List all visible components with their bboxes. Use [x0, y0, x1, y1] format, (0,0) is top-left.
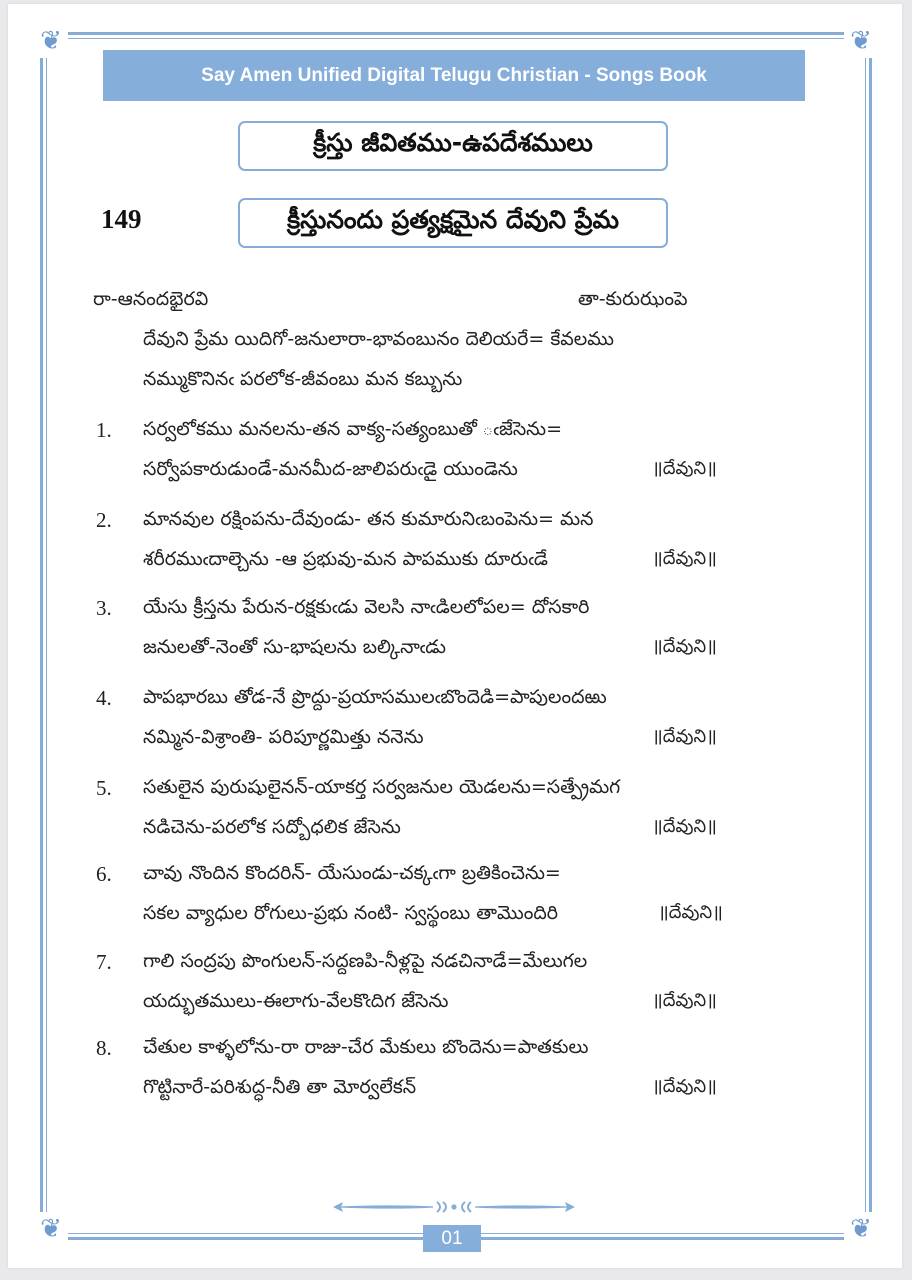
corner-flourish-icon: ❦	[34, 24, 68, 58]
verse-number: 8.	[96, 1036, 112, 1060]
raga-label: రా-ఆనందభైరవి	[93, 288, 209, 310]
refrain-marker: ॥దేవుని॥	[652, 816, 717, 837]
refrain-marker: ॥దేవుని॥	[652, 548, 717, 569]
verse-line: సర్వలోకము మనలను-తన వాక్య-సత్యంబుతో ఁజేసెను=	[143, 418, 563, 440]
verse-number: 4.	[96, 686, 112, 710]
refrain-marker: ॥దేవుని॥	[652, 458, 717, 479]
verse-line: సతులైన పురుషులైనన్-యాకర్త సర్వజనుల యెడలను=సత్ప్రేమగ	[143, 776, 621, 798]
verse-line: సకల వ్యాధుల రోగులు-ప్రభు నంటి- స్వస్థంబు తామొందిరి	[143, 902, 559, 924]
corner-flourish-icon: ❦	[34, 1212, 68, 1246]
verse-line: శరీరముఁదాల్చెను -ఆ ప్రభువు-మన పాపముకు దూరుఁడే	[143, 548, 548, 570]
pallavi-line: నమ్ముకొనినఁ పరలోక-జీవంబు మన కబ్బును	[143, 368, 463, 390]
verse-number: 3.	[96, 596, 112, 620]
verse-line: గొట్టినారే-పరిశుద్ధ-నీతి తా మోర్వలేకన్	[143, 1076, 417, 1098]
refrain-marker: ॥దేవుని॥	[652, 636, 717, 657]
corner-flourish-icon: ❦	[844, 24, 878, 58]
verse-line: గాలి సంద్రపు పొంగులన్-సద్దణపి-నీళ్లపై నడచినాడే=మేలుగల	[143, 950, 588, 972]
verse-line: యద్భుతములు-ఈలాగు-వేలకొఁదిగ జేసెను	[143, 990, 449, 1012]
verse-number: 7.	[96, 950, 112, 974]
verse-line: సర్వోపకారుడుండే-మనమీద-జాలిపరుఁడై యుండెను	[143, 458, 518, 480]
verse-line: యేసు క్రీస్తను పేరున-రక్షకుఁడు వెలసి నాఁడిలలోపల= దోసకారి	[143, 596, 590, 618]
verse-line: చావు నొందిన కొందరిన్- యేసుండు-చక్కఁగా బ్రతికించెను=	[143, 862, 561, 884]
refrain-marker: ॥దేవుని॥	[652, 990, 717, 1011]
arrow-divider-icon	[333, 1199, 575, 1215]
category-title: క్రీస్తు జీవితము-ఉపదేశములు	[238, 121, 668, 171]
song-title: క్రీస్తునందు ప్రత్యక్షమైన దేవుని ప్రేమ	[238, 198, 668, 248]
pallavi-line: దేవుని ప్రేమ యిదిగో-జనులారా-భావంబునం దెలియరే= కేవలము	[143, 328, 614, 350]
corner-flourish-icon: ❦	[844, 1212, 878, 1246]
song-number: 149	[101, 204, 142, 234]
refrain-marker: ॥దేవుని॥	[652, 1076, 717, 1097]
refrain-marker: ॥దేవుని॥	[652, 726, 717, 747]
verse-number: 6.	[96, 862, 112, 886]
refrain-marker: ॥దేవుని॥	[658, 902, 723, 923]
tala-label: తా-కురుఝంపె	[578, 288, 688, 310]
verse-line: పాపభారబు తోడ-నే ప్రొద్దు-ప్రయాసములఁబొందెడి=పాపులందఱు	[143, 686, 607, 708]
verse-line: మానవుల రక్షింపను-దేవుండు- తన కుమారునిఁబంపెను= మన	[143, 508, 594, 530]
verse-line: నమ్మిన-విశ్రాంతి- పరిపూర్ణమిత్తు ననెను	[143, 726, 424, 748]
verse-number: 2.	[96, 508, 112, 532]
verse-line: జనులతో-నెంతో సు-భాషలను బల్కినాఁడు	[143, 636, 446, 658]
page-number: 01	[423, 1225, 481, 1252]
verse-line: చేతుల కాళ్ళలోను-రా రాజు-చేర మేకులు బొందెను=పాతకులు	[143, 1036, 589, 1058]
verse-line: నడిచెను-పరలోక సద్బోధలిక జేసెను	[143, 816, 401, 838]
book-title-banner: Say Amen Unified Digital Telugu Christian - Songs Book	[103, 50, 805, 101]
verse-number: 5.	[96, 776, 112, 800]
verse-number: 1.	[96, 418, 112, 442]
